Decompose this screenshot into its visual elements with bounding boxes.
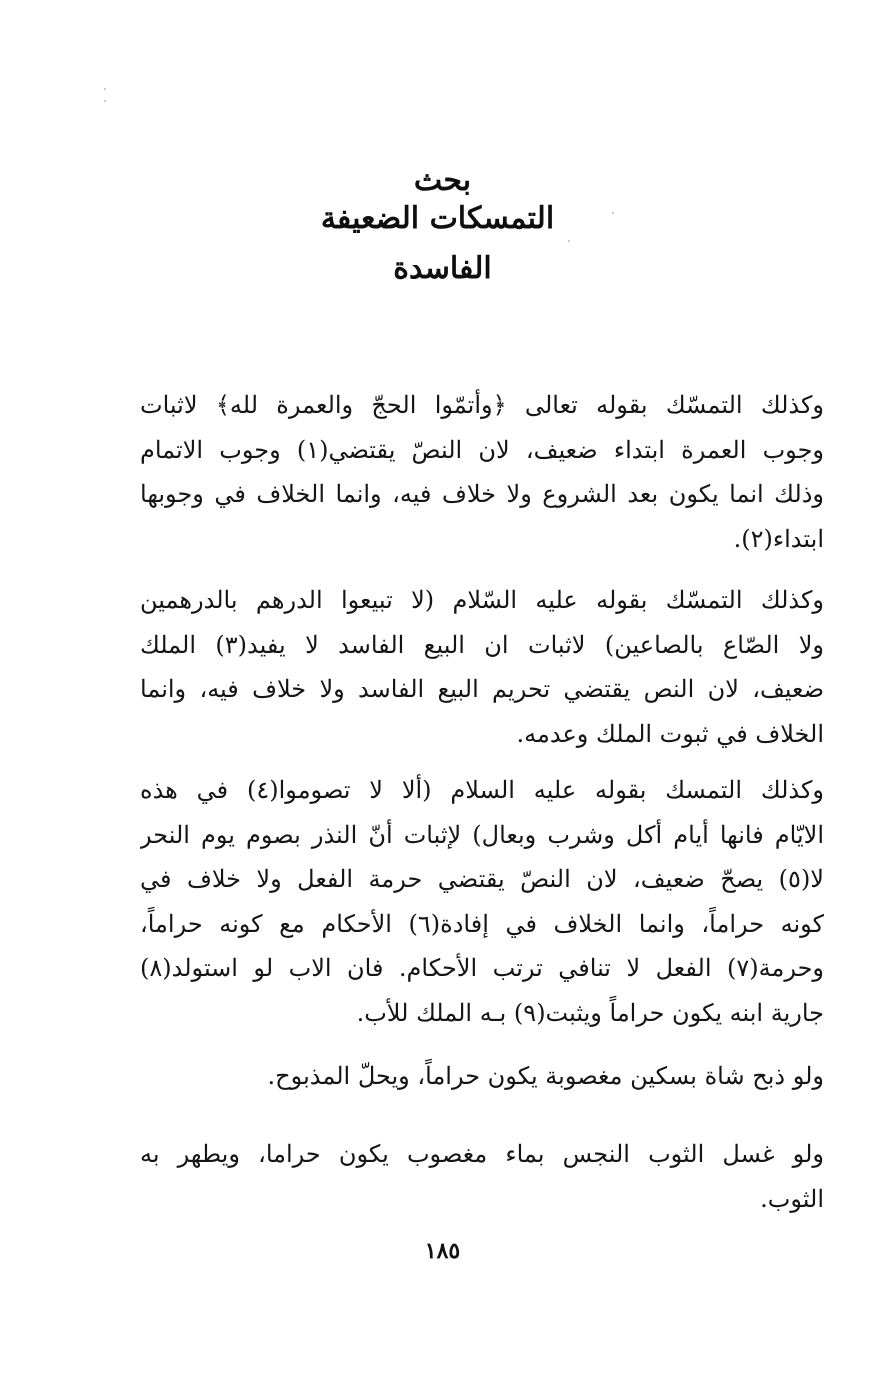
paragraph-2	[140, 578, 824, 756]
text-line: وحرمة(٧) الفعل لا تنافي ترتب الأحكام. فان الاب لو استولد(٨)	[140, 954, 824, 982]
text-line: الايّام فانها أيام أكل وشرب وبعال) لإثبات أنّ النذر بصوم يوم النحر	[140, 820, 824, 849]
scan-speck	[104, 88, 106, 90]
text-line: ضعيف، لان النص يقتضي تحريم البيع الفاسد ولا خلاف فيه، وانما	[140, 675, 824, 703]
text-line: الثوب.	[760, 1184, 824, 1213]
text-line: جارية ابنه يكون حراماً ويثبت(٩) بـه الملك للأب.	[356, 998, 824, 1027]
text-line: ولو ذبح شاة بسكين مغصوبة يكون حراماً، ويحلّ المذبوح.	[267, 1062, 824, 1090]
page-number: ١٨٥	[424, 1238, 461, 1264]
text-line: الخلاف في ثبوت الملك وعدمه.	[516, 719, 824, 748]
paragraph-5	[140, 1132, 824, 1221]
text-line: ولا الصّاع بالصاعين) لاثبات ان البيع الفاسد لا يفيد(٣) الملك	[140, 630, 824, 659]
text-line: وكذلك التمسك بقوله عليه السلام (ألا لا تصوموا(٤) في هذه	[140, 776, 824, 804]
text-line: لا(٥) يصحّ ضعيف، لان النصّ يقتضي حرمة الفعل ولا خلاف في	[140, 865, 824, 893]
heading-line-1: بحث	[413, 163, 472, 198]
text-line: وكذلك التمسّك بقوله عليه السّلام (لا تبيعوا الدرهم بالدرهمين	[140, 586, 824, 614]
paragraph-1	[140, 383, 824, 561]
text-line: وجوب العمرة ابتداء ضعيف، لان النصّ يقتضي(١) وجوب الاتمام	[140, 435, 824, 464]
text-line: وذلك انما يكون بعد الشروع ولا خلاف فيه، وانما الخلاف في وجوبها	[140, 480, 824, 508]
text-line: ابتداء(٢).	[733, 524, 824, 553]
paragraph-4	[140, 1054, 824, 1099]
paragraph-3	[140, 768, 824, 1035]
heading-line-3: الفاسدة	[393, 251, 492, 286]
heading-line-2: التمسكات الضعيفة	[320, 201, 555, 236]
scan-speck	[104, 100, 106, 102]
text-line: وكذلك التمسّك بقوله تعالى ﴿وأتمّوا الحجّ والعمرة لله﴾ لاثبات	[140, 391, 824, 419]
text-line: كونه حراماً، وانما الخلاف في إفادة(٦) الأحكام مع كونه حراماً،	[140, 909, 824, 938]
text-line: ولو غسل الثوب النجس بماء مغصوب يكون حراما، ويطهر به	[140, 1140, 824, 1168]
